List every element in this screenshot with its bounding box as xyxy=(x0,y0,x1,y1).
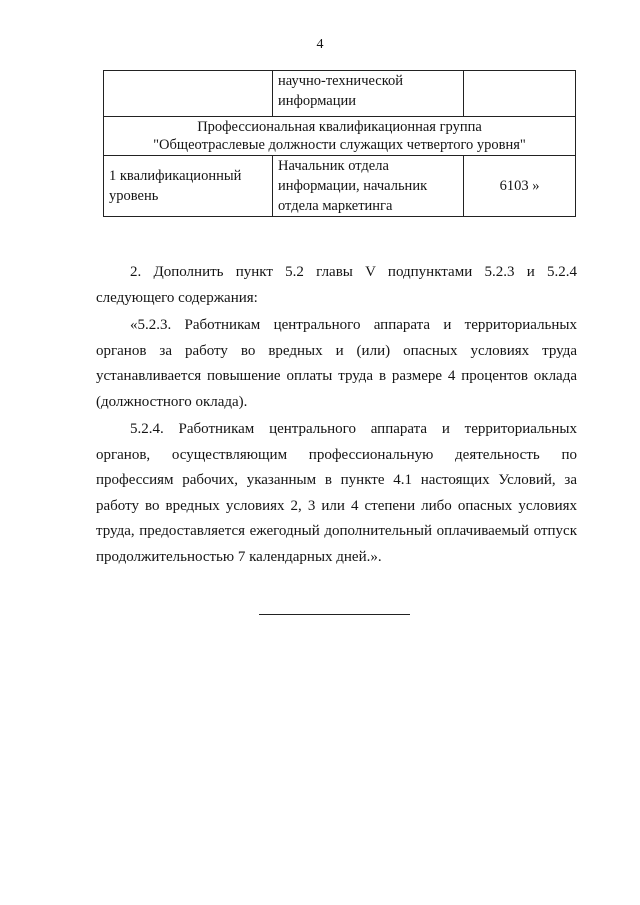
cell-text-line: отдела маркетинга xyxy=(278,198,393,214)
paragraph-text: 5.2.4. Работникам центрального аппарата и территориальных органов, осуществляющим профессиональную деятельность по профессиям рабочих, указанным в пункте 4.1 настоящих Условий, за работу во вредных условиях 2, 3 или 4 степени либо опасных условиях труда, предоставляется ежегодный дополнительный оплачиваемый отпуск продолжительностью 7 календарных дней.». xyxy=(96,421,577,565)
paragraph-text: 2. Дополнить пункт 5.2 главы V подпунктами 5.2.3 и 5.2.4 следующего содержания: xyxy=(96,264,577,306)
table-row xyxy=(104,71,576,117)
cell-text-line: уровень xyxy=(109,188,159,204)
table-row xyxy=(104,156,576,217)
table-cell-empty xyxy=(464,71,576,117)
table-cell-position xyxy=(273,71,464,117)
cell-text-line: информации xyxy=(278,93,356,109)
paragraph-5-2-4 xyxy=(96,417,577,570)
cell-text-line: Начальник отдела xyxy=(278,158,389,174)
table-group-header-row xyxy=(104,117,576,156)
table-cell-empty xyxy=(104,71,273,117)
table-cell-code: 6103 » xyxy=(464,156,576,217)
qualification-table xyxy=(103,70,576,217)
closing-divider-line xyxy=(259,614,410,615)
paragraph-text: «5.2.3. Работникам центрального аппарата и территориальных органов за работу во вредных и (или) опасных условиях труда устанавливается повышение оплаты труда в размере 4 процентов оклада (должностного оклада). xyxy=(96,317,577,410)
table-cell-level xyxy=(104,156,273,217)
paragraph-amendment xyxy=(96,260,577,311)
table-cell-position xyxy=(273,156,464,217)
group-header-line: "Общеотраслевые должности служащих четвертого уровня" xyxy=(153,137,526,153)
page-number: 4 xyxy=(316,37,324,52)
cell-text-line: информации, начальник xyxy=(278,178,428,194)
group-header-line: Профессиональная квалификационная группа xyxy=(197,119,482,135)
group-header-cell xyxy=(104,117,576,156)
cell-text-line: научно-технической xyxy=(278,73,404,89)
cell-text-line: 1 квалификационный xyxy=(109,168,242,184)
paragraph-5-2-3 xyxy=(96,313,577,415)
